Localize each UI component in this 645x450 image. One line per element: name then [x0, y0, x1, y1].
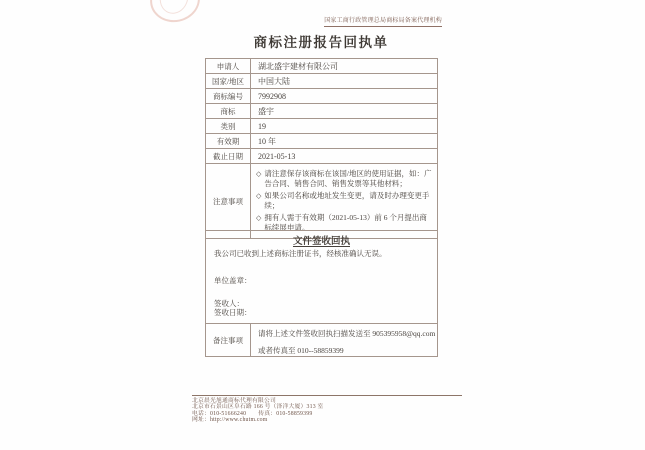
document-title: 商标注册报告回执单: [253, 35, 389, 50]
sign-date-label: 签收日期：: [214, 308, 252, 317]
receipt-top-section: [206, 231, 437, 324]
row-label: 类别: [206, 119, 251, 134]
row-value: 盛宇: [251, 104, 438, 119]
remarks-label: 备注事项: [206, 324, 251, 356]
row-value: 10 年: [251, 134, 438, 149]
remarks-line: 请将上述文件签收回执扫描发送至 905395958@qq.com: [258, 329, 436, 338]
note-text: 如果公司名称或地址发生变更，请及时办理变更手续；: [264, 191, 430, 210]
row-label: 有效期: [206, 134, 251, 149]
row-label: 国家/地区: [206, 74, 251, 89]
notes-cell: [251, 164, 438, 239]
footer-divider: [192, 395, 462, 396]
trademark-info-table: [205, 58, 438, 239]
receipt-statement: 我公司已收到上述商标注册证书，经核准确认无误。: [214, 249, 387, 258]
diamond-bullet-icon: ◇: [256, 214, 262, 222]
website-label: 网址：: [192, 417, 210, 424]
table-row-deadline: [206, 149, 438, 164]
table-row-trademark-number: [206, 89, 438, 104]
remarks-row: [206, 324, 437, 356]
fax-value: 010-58859399: [276, 410, 313, 417]
fax-label: 传真：: [258, 410, 277, 417]
row-label: 商标: [206, 104, 251, 119]
footer-company: 北京晨光旭通商标代理有限公司: [192, 398, 276, 404]
seal-label: 单位盖章：: [214, 276, 252, 285]
diamond-bullet-icon: ◇: [256, 170, 262, 178]
row-value: 中国大陆: [251, 74, 438, 89]
agency-footer: [192, 395, 462, 424]
table-row-notes: [206, 164, 438, 239]
table-row-class: [206, 119, 438, 134]
row-label: 商标编号: [206, 89, 251, 104]
row-value: 19: [251, 119, 438, 134]
remarks-line: 或者传真至 010--58859399: [258, 346, 344, 355]
footer-address: 北京市石景山区阜石路 166 号（泽洋大厦）313 室: [192, 404, 324, 411]
table-row-applicant: [206, 59, 438, 74]
phone-value: 010-51666240: [210, 410, 247, 417]
table-row-trademark: [206, 104, 438, 119]
signer-label: 签收人：: [214, 299, 244, 308]
diamond-bullet-icon: ◇: [256, 192, 262, 200]
row-label: 申请人: [206, 59, 251, 74]
row-label: 注意事项: [206, 164, 251, 239]
row-value: 2021-05-13: [251, 149, 438, 164]
phone-label: 电话：: [192, 410, 210, 417]
note-item: [256, 169, 432, 189]
remarks-content: [251, 324, 437, 356]
row-value: 7992908: [251, 89, 438, 104]
note-text: 请注意保存该商标在该国/地区的使用证据，如：广告合同、销售合同、销售发票等其他材料；: [264, 169, 432, 188]
receipt-heading: 文件签收回执: [292, 237, 350, 247]
row-label: 截止日期: [206, 149, 251, 164]
row-value: 湖北盛宇建材有限公司: [251, 59, 438, 74]
table-row-validity: [206, 134, 438, 149]
note-text: 拥有人需于有效期（2021-05-13）前 6 个月提出商标续展申请。: [264, 213, 427, 232]
document-receipt-box: [205, 230, 438, 357]
note-item: [256, 191, 432, 211]
website-value: http://www.chutm.com: [210, 417, 268, 424]
table-row-country: [206, 74, 438, 89]
agency-tagline: 国家工商行政管理总局商标局备案代理机构: [324, 15, 442, 27]
footer-website: [192, 417, 462, 423]
